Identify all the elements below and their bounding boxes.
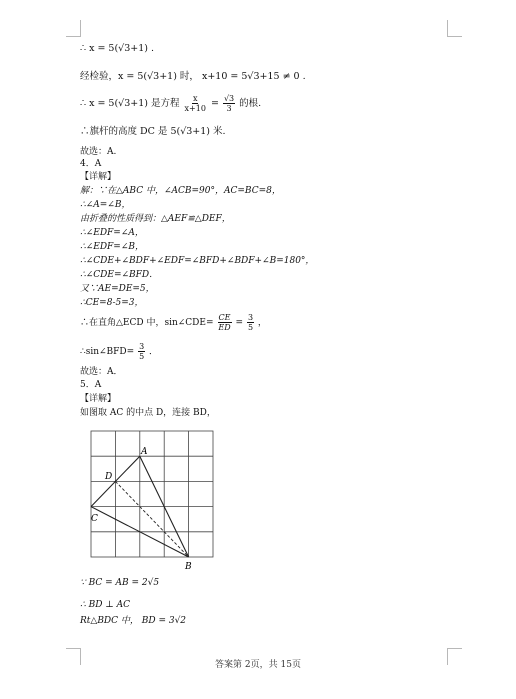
fraction-denominator: 5 bbox=[247, 323, 254, 332]
fraction-numerator: 3 bbox=[247, 313, 254, 322]
text-segment: ∴在直角△ECD 中，sin∠CDE= bbox=[80, 318, 214, 328]
crop-mark-top-right bbox=[447, 20, 462, 37]
text-line: ∴∠EDF=∠A， bbox=[80, 228, 144, 238]
fraction-numerator: √3 bbox=[223, 94, 235, 103]
fraction-numerator: x bbox=[192, 94, 198, 103]
text-segment: ， bbox=[257, 318, 267, 328]
fraction-denominator: 5 bbox=[139, 352, 145, 361]
text-line: 由折叠的性质得到：△AEF≌△DEF， bbox=[80, 214, 231, 224]
text-line: ∴CE=8-5=3， bbox=[80, 298, 144, 308]
text-line: ∴∠CDE+∠BDF+∠EDF=∠BFD+∠BDF+∠B=180°， bbox=[80, 256, 315, 266]
text-segment: ∴sin∠BFD= bbox=[80, 347, 135, 357]
point-label-d: D bbox=[105, 472, 113, 482]
text-line: ∵ BC = AB = 2√5 bbox=[80, 578, 160, 588]
section-heading: 【详解】 bbox=[80, 394, 117, 404]
text-line-with-fraction bbox=[80, 94, 261, 113]
fraction bbox=[247, 313, 254, 332]
point-label-a: A bbox=[141, 447, 148, 457]
fraction-denominator: 3 bbox=[226, 104, 232, 113]
text-segment: ． bbox=[149, 347, 159, 357]
crop-mark-top-left bbox=[66, 20, 81, 37]
dashed-segment-bd bbox=[115, 481, 188, 557]
text-line: ∴∠A=∠B， bbox=[80, 200, 131, 210]
fraction bbox=[138, 342, 145, 361]
text-line-with-fraction bbox=[80, 313, 267, 332]
grid-geometry-figure bbox=[88, 428, 218, 574]
text-segment: = bbox=[210, 98, 222, 109]
fraction-denominator: x+10 bbox=[184, 104, 206, 113]
fraction bbox=[217, 313, 231, 332]
text-line: 故选：A． bbox=[80, 367, 123, 377]
fraction bbox=[184, 94, 207, 113]
text-line: Rt△BDC 中， BD = 3√2 bbox=[80, 616, 187, 626]
text-segment: ∴ x = 5(√3+1) 是方程 bbox=[80, 98, 180, 109]
text-line: 又∵AE=DE=5， bbox=[80, 284, 155, 294]
text-line: ∴∠CDE=∠BFD． bbox=[80, 270, 159, 280]
text-line: ∴∠EDF=∠B， bbox=[80, 242, 144, 252]
text-line: 经检验，x = 5(√3+1) 时， x+10 = 5√3+15 ≠ 0 . bbox=[80, 71, 306, 82]
text-line: ∴ x = 5(√3+1) . bbox=[80, 43, 155, 54]
text-line: ∴旗杆的高度 DC 是 5(√3+1) 米. bbox=[80, 126, 226, 137]
text-line: 如图取 AC 的中点 D，连接 BD， bbox=[80, 408, 216, 418]
fraction-numerator: CE bbox=[218, 313, 231, 322]
section-heading: 【详解】 bbox=[80, 172, 117, 182]
text-line: ∴ BD ⊥ AC bbox=[80, 600, 130, 610]
fraction bbox=[223, 94, 235, 113]
text-segment: = bbox=[235, 318, 246, 328]
text-line-with-fraction bbox=[80, 342, 158, 361]
question-number: 5．A bbox=[80, 380, 102, 390]
question-number: 4．A bbox=[80, 159, 102, 169]
point-label-c: C bbox=[91, 514, 98, 524]
fraction-denominator: ED bbox=[218, 323, 231, 332]
text-segment: 的根. bbox=[239, 98, 262, 109]
text-line: 解：∵在△ABC 中，∠ACB=90°，AC=BC=8， bbox=[80, 186, 281, 196]
page-footer: 答案第 2页，共 15页 bbox=[215, 660, 301, 670]
fraction-numerator: 3 bbox=[139, 342, 145, 351]
point-label-b: B bbox=[185, 562, 192, 572]
text-line: 故选：A. bbox=[80, 147, 117, 157]
